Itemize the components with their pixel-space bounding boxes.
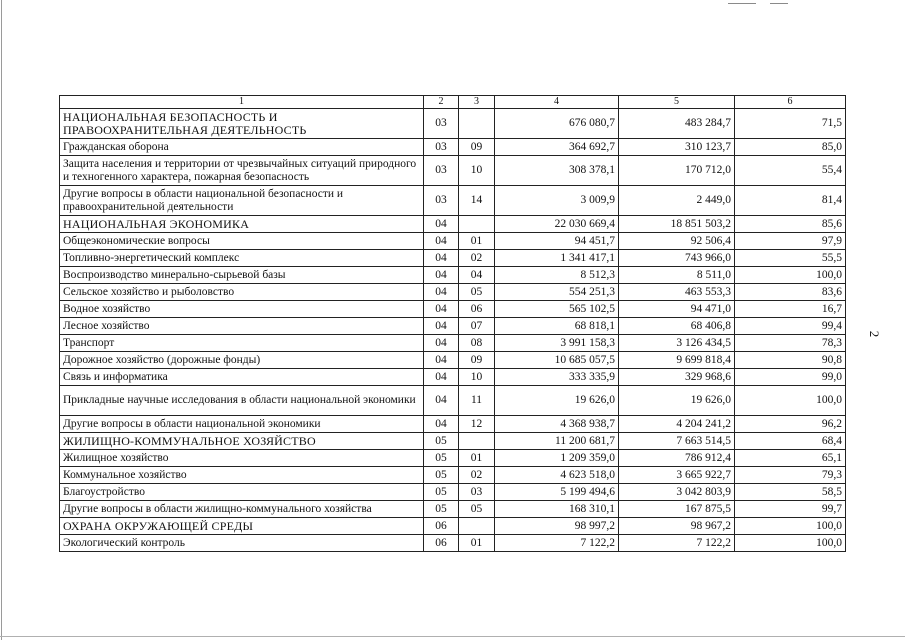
row-name: Воспроизводство минерально-сырьевой базы — [60, 267, 424, 284]
row-name: Лесное хозяйство — [60, 318, 424, 335]
row-value-col5: 170 712,0 — [619, 156, 735, 186]
row-name: Топливно-энергетический комплекс — [60, 250, 424, 267]
row-section-code: 05 — [424, 484, 459, 501]
row-section-code: 03 — [424, 156, 459, 186]
table-row — [60, 284, 846, 301]
row-name: Дорожное хозяйство (дорожные фонды) — [60, 352, 424, 369]
row-value-col4: 4 623 518,0 — [495, 467, 619, 484]
row-subsection-code: 02 — [459, 250, 495, 267]
row-value-col5: 98 967,2 — [619, 518, 735, 535]
row-subsection-code: 03 — [459, 484, 495, 501]
row-value-col5: 786 912,4 — [619, 450, 735, 467]
page-bottom-edge — [0, 636, 905, 637]
row-value-col4: 168 310,1 — [495, 501, 619, 518]
row-value-col4: 1 209 359,0 — [495, 450, 619, 467]
row-value-col5: 92 506,4 — [619, 233, 735, 250]
row-value-col5: 3 126 434,5 — [619, 335, 735, 352]
row-name: Общеэкономические вопросы — [60, 233, 424, 250]
table-row — [60, 267, 846, 284]
row-value-col6: 99,0 — [735, 369, 846, 386]
row-value-col4: 68 818,1 — [495, 318, 619, 335]
row-name: НАЦИОНАЛЬНАЯ БЕЗОПАСНОСТЬ И ПРАВООХРАНИТЕЛЬНАЯ ДЕЯТЕЛЬНОСТЬ — [60, 109, 424, 139]
row-name: Защита населения и территории от чрезвычайных ситуаций природного и техногенного характера, пожарная безопасность — [60, 156, 424, 186]
row-section-code: 04 — [424, 250, 459, 267]
scan-mark — [728, 3, 756, 4]
row-name: Коммунальное хозяйство — [60, 467, 424, 484]
row-value-col6: 100,0 — [735, 386, 846, 416]
scan-mark — [770, 3, 788, 4]
row-value-col5: 9 699 818,4 — [619, 352, 735, 369]
row-value-col4: 11 200 681,7 — [495, 433, 619, 450]
table-row — [60, 386, 846, 416]
row-value-col6: 71,5 — [735, 109, 846, 139]
row-subsection-code — [459, 433, 495, 450]
row-section-code: 04 — [424, 301, 459, 318]
row-value-col4: 7 122,2 — [495, 535, 619, 552]
row-value-col5: 743 966,0 — [619, 250, 735, 267]
table-section-row — [60, 216, 846, 233]
row-value-col5: 94 471,0 — [619, 301, 735, 318]
row-value-col4: 333 335,9 — [495, 369, 619, 386]
row-value-col5: 167 875,5 — [619, 501, 735, 518]
row-name: Транспорт — [60, 335, 424, 352]
row-section-code: 04 — [424, 386, 459, 416]
row-section-code: 05 — [424, 467, 459, 484]
row-value-col5: 483 284,7 — [619, 109, 735, 139]
row-value-col5: 18 851 503,2 — [619, 216, 735, 233]
table-row — [60, 318, 846, 335]
row-subsection-code: 01 — [459, 450, 495, 467]
row-subsection-code: 11 — [459, 386, 495, 416]
row-value-col6: 99,7 — [735, 501, 846, 518]
table-section-row — [60, 109, 846, 139]
row-subsection-code: 07 — [459, 318, 495, 335]
row-value-col5: 3 665 922,7 — [619, 467, 735, 484]
row-value-col5: 7 663 514,5 — [619, 433, 735, 450]
row-value-col6: 58,5 — [735, 484, 846, 501]
row-value-col5: 310 123,7 — [619, 139, 735, 156]
row-value-col4: 94 451,7 — [495, 233, 619, 250]
row-section-code: 04 — [424, 284, 459, 301]
row-section-code: 05 — [424, 501, 459, 518]
budget-table — [59, 95, 846, 552]
row-name: Экологический контроль — [60, 535, 424, 552]
row-name: ЖИЛИЩНО-КОММУНАЛЬНОЕ ХОЗЯЙСТВО — [60, 433, 424, 450]
row-value-col6: 97,9 — [735, 233, 846, 250]
row-subsection-code: 05 — [459, 284, 495, 301]
row-subsection-code: 02 — [459, 467, 495, 484]
row-section-code: 06 — [424, 518, 459, 535]
table-row — [60, 250, 846, 267]
row-subsection-code: 12 — [459, 416, 495, 433]
row-subsection-code: 10 — [459, 156, 495, 186]
row-subsection-code: 01 — [459, 233, 495, 250]
row-section-code: 04 — [424, 416, 459, 433]
row-section-code: 04 — [424, 369, 459, 386]
table-row — [60, 484, 846, 501]
row-name: НАЦИОНАЛЬНАЯ ЭКОНОМИКА — [60, 216, 424, 233]
table-row — [60, 416, 846, 433]
row-value-col4: 565 102,5 — [495, 301, 619, 318]
page-number: 2 — [867, 330, 882, 338]
row-value-col4: 10 685 057,5 — [495, 352, 619, 369]
row-value-col5: 19 626,0 — [619, 386, 735, 416]
row-value-col4: 554 251,3 — [495, 284, 619, 301]
column-number-row — [60, 96, 846, 109]
row-value-col6: 78,3 — [735, 335, 846, 352]
row-value-col4: 364 692,7 — [495, 139, 619, 156]
row-value-col6: 90,8 — [735, 352, 846, 369]
row-value-col4: 19 626,0 — [495, 386, 619, 416]
table-row — [60, 501, 846, 518]
row-value-col6: 68,4 — [735, 433, 846, 450]
table-row — [60, 450, 846, 467]
row-section-code: 04 — [424, 352, 459, 369]
row-value-col6: 83,6 — [735, 284, 846, 301]
row-section-code: 04 — [424, 318, 459, 335]
row-section-code: 04 — [424, 216, 459, 233]
row-value-col4: 4 368 938,7 — [495, 416, 619, 433]
row-section-code: 06 — [424, 535, 459, 552]
row-value-col6: 99,4 — [735, 318, 846, 335]
column-header: 6 — [735, 96, 846, 109]
row-value-col5: 7 122,2 — [619, 535, 735, 552]
row-value-col6: 79,3 — [735, 467, 846, 484]
table-row — [60, 535, 846, 552]
row-section-code: 03 — [424, 139, 459, 156]
row-value-col5: 329 968,6 — [619, 369, 735, 386]
row-value-col6: 85,0 — [735, 139, 846, 156]
row-value-col5: 4 204 241,2 — [619, 416, 735, 433]
row-value-col4: 676 080,7 — [495, 109, 619, 139]
row-name: Другие вопросы в области национальной безопасности и правоохранительной деятельности — [60, 186, 424, 216]
row-value-col6: 55,5 — [735, 250, 846, 267]
row-name: Сельское хозяйство и рыболовство — [60, 284, 424, 301]
row-subsection-code — [459, 518, 495, 535]
row-name: Другие вопросы в области жилищно-коммунального хозяйства — [60, 501, 424, 518]
row-value-col5: 3 042 803,9 — [619, 484, 735, 501]
row-value-col4: 3 991 158,3 — [495, 335, 619, 352]
column-header: 1 — [60, 96, 424, 109]
row-name: ОХРАНА ОКРУЖАЮЩЕЙ СРЕДЫ — [60, 518, 424, 535]
table-row — [60, 352, 846, 369]
row-value-col5: 2 449,0 — [619, 186, 735, 216]
table-row — [60, 335, 846, 352]
row-subsection-code: 06 — [459, 301, 495, 318]
row-value-col4: 98 997,2 — [495, 518, 619, 535]
column-header: 2 — [424, 96, 459, 109]
row-section-code: 04 — [424, 233, 459, 250]
row-value-col6: 100,0 — [735, 518, 846, 535]
row-name: Жилищное хозяйство — [60, 450, 424, 467]
row-value-col6: 100,0 — [735, 535, 846, 552]
table-row — [60, 233, 846, 250]
row-section-code: 03 — [424, 109, 459, 139]
row-value-col4: 8 512,3 — [495, 267, 619, 284]
row-name: Прикладные научные исследования в области национальной экономики — [60, 386, 424, 416]
row-value-col5: 463 553,3 — [619, 284, 735, 301]
row-section-code: 04 — [424, 267, 459, 284]
row-name: Благоустройство — [60, 484, 424, 501]
table-row — [60, 186, 846, 216]
row-name: Водное хозяйство — [60, 301, 424, 318]
row-value-col4: 22 030 669,4 — [495, 216, 619, 233]
row-value-col4: 5 199 494,6 — [495, 484, 619, 501]
row-value-col6: 81,4 — [735, 186, 846, 216]
row-value-col6: 16,7 — [735, 301, 846, 318]
row-subsection-code — [459, 109, 495, 139]
row-subsection-code: 04 — [459, 267, 495, 284]
table-row — [60, 467, 846, 484]
row-value-col4: 1 341 417,1 — [495, 250, 619, 267]
row-section-code: 04 — [424, 335, 459, 352]
table-row — [60, 369, 846, 386]
row-value-col4: 308 378,1 — [495, 156, 619, 186]
row-subsection-code: 01 — [459, 535, 495, 552]
row-subsection-code: 10 — [459, 369, 495, 386]
row-subsection-code: 14 — [459, 186, 495, 216]
page-left-edge — [1, 0, 2, 640]
table-section-row — [60, 518, 846, 535]
row-name: Другие вопросы в области национальной экономики — [60, 416, 424, 433]
row-value-col6: 100,0 — [735, 267, 846, 284]
row-subsection-code: 09 — [459, 352, 495, 369]
row-subsection-code — [459, 216, 495, 233]
row-value-col6: 55,4 — [735, 156, 846, 186]
row-name: Связь и информатика — [60, 369, 424, 386]
row-section-code: 05 — [424, 450, 459, 467]
table-row — [60, 139, 846, 156]
table-row — [60, 156, 846, 186]
row-value-col4: 3 009,9 — [495, 186, 619, 216]
row-value-col5: 8 511,0 — [619, 267, 735, 284]
row-value-col6: 85,6 — [735, 216, 846, 233]
row-section-code: 05 — [424, 433, 459, 450]
row-value-col6: 96,2 — [735, 416, 846, 433]
table-body — [60, 109, 846, 552]
column-header: 4 — [495, 96, 619, 109]
row-subsection-code: 09 — [459, 139, 495, 156]
row-subsection-code: 05 — [459, 501, 495, 518]
row-subsection-code: 08 — [459, 335, 495, 352]
column-header: 3 — [459, 96, 495, 109]
table-section-row — [60, 433, 846, 450]
table-row — [60, 301, 846, 318]
row-section-code: 03 — [424, 186, 459, 216]
row-value-col5: 68 406,8 — [619, 318, 735, 335]
column-header: 5 — [619, 96, 735, 109]
row-name: Гражданская оборона — [60, 139, 424, 156]
row-value-col6: 65,1 — [735, 450, 846, 467]
